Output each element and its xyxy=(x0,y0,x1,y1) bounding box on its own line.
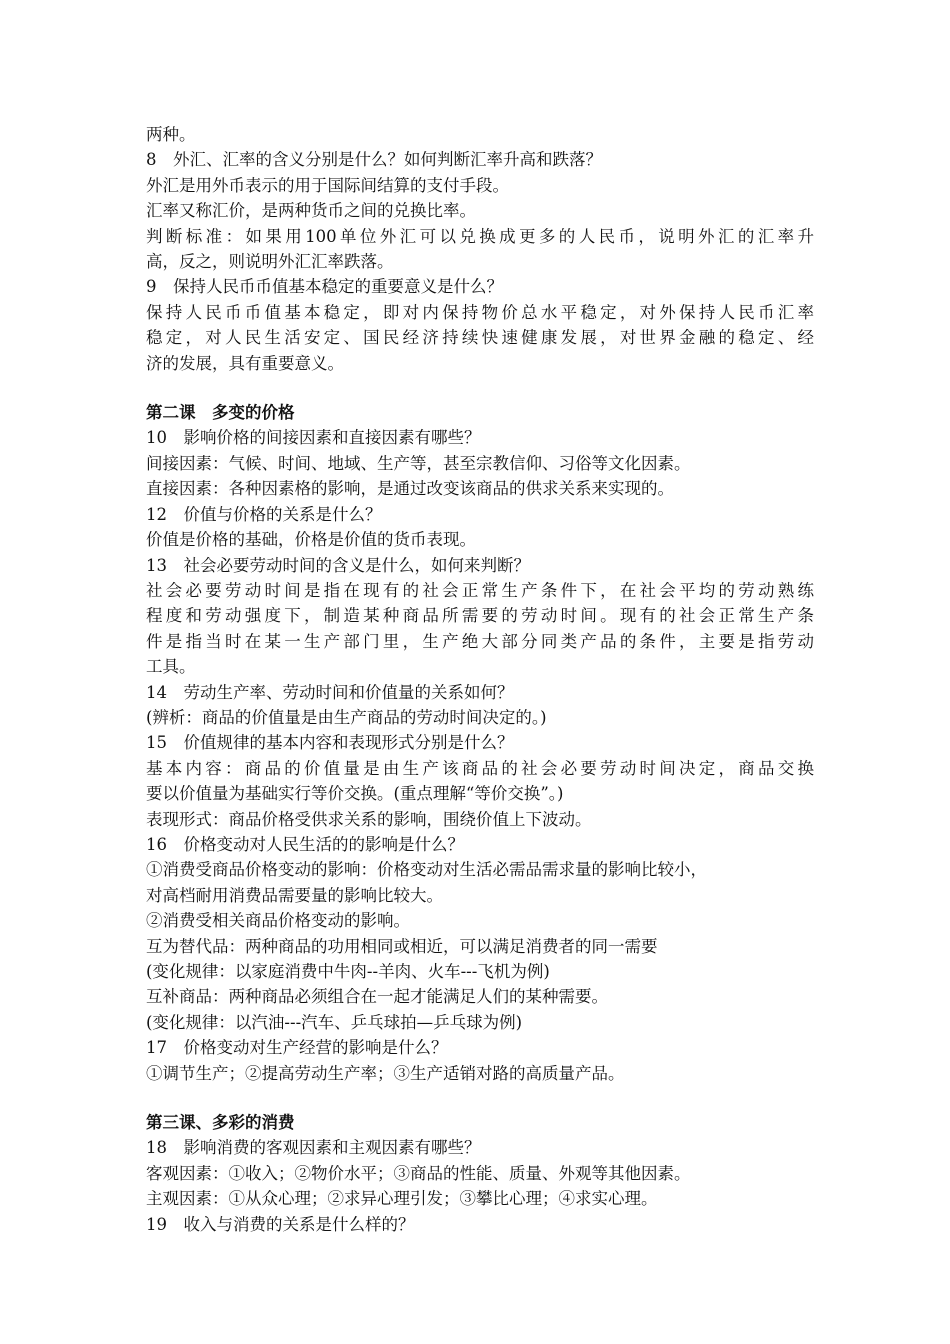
text-line: 基本内容：商品的价值量是由生产该商品的社会必要劳动时间决定，商品交换 xyxy=(146,758,814,778)
question-10: 10 影响价格的间接因素和直接因素有哪些？ xyxy=(146,428,481,448)
text-line: 直接因素：各种因素格的影响，是通过改变该商品的供求关系来实现的。 xyxy=(146,479,674,499)
text-line: 两种。 xyxy=(146,125,196,144)
text-line: (辨析：商品的价值量是由生产商品的劳动时间决定的。) xyxy=(146,707,547,727)
section-spacer xyxy=(146,376,814,400)
text-line: 件是指当时在某一生产部门里，生产绝大部分同类产品的条件，主要是指劳动 xyxy=(146,631,814,651)
text-line: ①调节生产；②提高劳动生产率；③生产适销对路的高质量产品。 xyxy=(146,1063,625,1083)
question-18: 18 影响消费的客观因素和主观因素有哪些？ xyxy=(146,1138,481,1158)
text-line: 高，反之，则说明外汇汇率跌落。 xyxy=(146,252,394,272)
text-line: 社会必要劳动时间是指在现有的社会正常生产条件下，在社会平均的劳动熟练 xyxy=(146,580,814,600)
section-spacer xyxy=(146,1086,814,1110)
question-14: 14 劳动生产率、劳动时间和价值量的关系如何？ xyxy=(146,682,514,702)
text-line: ①消费受商品价格变动的影响：价格变动对生活必需品需求量的影响比较小， xyxy=(146,860,707,880)
question-17: 17 价格变动对生产经营的影响是什么？ xyxy=(146,1038,448,1058)
text-line: 外汇是用外币表示的用于国际间结算的支付手段。 xyxy=(146,175,509,195)
text-line: 要以价值量为基础实行等价交换。(重点理解“等价交换”。) xyxy=(146,784,564,804)
section-money xyxy=(146,122,814,376)
text-line: (变化规律：以汽油---汽车、乒乓球拍—乒乓球为例) xyxy=(146,1012,523,1032)
question-16: 16 价格变动对人民生活的的影响是什么？ xyxy=(146,834,464,854)
text-line: 表现形式：商品价格受供求关系的影响，围绕价值上下波动。 xyxy=(146,809,592,829)
text-line: 汇率又称汇价，是两种货币之间的兑换比率。 xyxy=(146,201,476,221)
question-9: 9 保持人民币币值基本稳定的重要意义是什么？ xyxy=(146,277,503,297)
text-line: 客观因素：①收入；②物价水平；③商品的性能、质量、外观等其他因素。 xyxy=(146,1163,691,1183)
question-19: 19 收入与消费的关系是什么样的？ xyxy=(146,1214,415,1234)
question-15: 15 价值规律的基本内容和表现形式分别是什么？ xyxy=(146,733,514,753)
document-page xyxy=(146,122,814,1237)
text-line: (变化规律：以家庭消费中牛肉--羊肉、火车---飞机为例) xyxy=(146,962,550,981)
text-line: 济的发展，具有重要意义。 xyxy=(146,353,344,373)
text-line: 间接因素：气候、时间、地域、生产等，甚至宗教信仰、习俗等文化因素。 xyxy=(146,453,691,473)
text-line: 稳定，对人民生活安定、国民经济持续快速健康发展，对世界金融的稳定、经 xyxy=(146,328,814,348)
question-13: 13 社会必要劳动时间的含义是什么，如何来判断？ xyxy=(146,555,530,575)
text-line: 保持人民币币值基本稳定，即对内保持物价总水平稳定，对外保持人民币汇率 xyxy=(146,302,814,322)
question-8: 8 外汇、汇率的含义分别是什么？如何判断汇率升高和跌落？ xyxy=(146,150,602,170)
section-price xyxy=(146,400,814,1086)
text-line: 程度和劳动强度下，制造某种商品所需要的劳动时间。现有的社会正常生产条 xyxy=(146,606,814,626)
text-line: 主观因素：①从众心理；②求异心理引发；③攀比心理；④求实心理。 xyxy=(146,1189,658,1209)
text-line: 互补商品：两种商品必须组合在一起才能满足人们的某种需要。 xyxy=(146,987,608,1007)
text-line: 工具。 xyxy=(146,657,196,677)
text-line: 判断标准：如果用100单位外汇可以兑换成更多的人民币，说明外汇的汇率升 xyxy=(146,226,814,246)
text-line: 互为替代品：两种商品的功用相同或相近，可以满足消费者的同一需要 xyxy=(146,936,658,956)
text-line: 价值是价格的基础，价格是价值的货币表现。 xyxy=(146,530,476,550)
section-consumption xyxy=(146,1110,814,1237)
section-heading: 第二课 多变的价格 xyxy=(146,403,295,423)
section-heading: 第三课、多彩的消费 xyxy=(146,1113,295,1133)
text-line: 对高档耐用消费品需要量的影响比较大。 xyxy=(146,885,443,905)
text-line: ②消费受相关商品价格变动的影响。 xyxy=(146,911,410,931)
question-12: 12 价值与价格的关系是什么？ xyxy=(146,504,382,524)
